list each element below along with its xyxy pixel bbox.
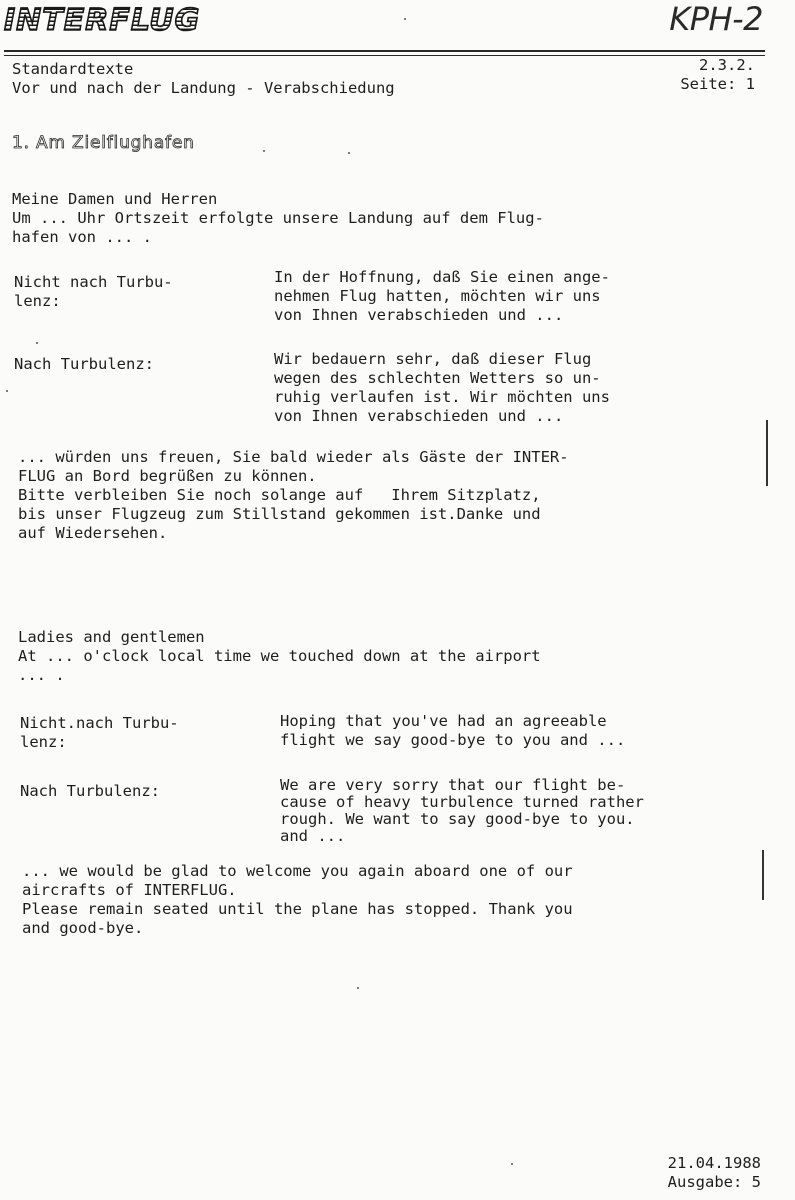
section-title: 1. Am Zielflughafen: [12, 133, 195, 153]
header-rule: [4, 50, 765, 52]
english-closing: [22, 862, 573, 938]
english-turbulence-label: Nach Turbulenz:: [20, 782, 160, 800]
german-no-turbulence-text: [274, 268, 610, 325]
footer-edition: Ausgabe: 5: [667, 1173, 761, 1191]
text-line: von Ihnen verabschieden und ...: [274, 306, 564, 324]
closing-line: bis unser Flugzeug zum Stillstand gekommen ist.Danke und: [18, 505, 541, 523]
header-meta: [680, 56, 755, 94]
label-line: Nicht nach Turbu-: [14, 273, 173, 291]
paper-speck: [357, 987, 359, 989]
footer-meta: [668, 1154, 761, 1192]
margin-mark: [766, 420, 768, 486]
label-line: Nicht.nach Turbu-: [20, 714, 179, 732]
paper-speck: [511, 1163, 513, 1165]
text-line: In der Hoffnung, daß Sie einen ange-: [274, 268, 610, 286]
handwritten-code: KPH-2: [669, 0, 763, 38]
german-intro: [12, 190, 544, 247]
english-intro-line: At ... o'clock local time we touched down at the airport: [18, 647, 541, 665]
german-intro-line: hafen von ... .: [12, 228, 152, 246]
german-turbulence-label: Nach Turbulenz:: [14, 355, 154, 373]
paper-speck: [404, 18, 406, 20]
text-line: and ...: [280, 827, 346, 845]
header-title: [12, 60, 395, 98]
german-intro-line: Meine Damen und Herren: [12, 190, 218, 208]
closing-line: auf Wiedersehen.: [18, 524, 168, 542]
paper-speck: [263, 150, 265, 152]
header-line-1: Standardtexte: [12, 60, 134, 78]
german-turbulence-text: [274, 350, 610, 426]
german-no-turbulence-label: [14, 273, 173, 311]
closing-line: aircrafts of INTERFLUG.: [22, 881, 237, 899]
paper-speck: [348, 152, 350, 154]
english-intro-line: ... .: [18, 666, 65, 684]
english-no-turbulence-text: [280, 712, 625, 750]
text-line: ruhig verlaufen ist. Wir möchten uns: [274, 388, 610, 406]
text-line: wegen des schlechten Wetters so un-: [274, 369, 601, 387]
text-line: von Ihnen verabschieden und ...: [274, 407, 564, 425]
text-line: Wir bedauern sehr, daß dieser Flug: [274, 350, 592, 368]
page-number: Seite: 1: [680, 75, 755, 93]
header-rule-thin: [4, 55, 765, 56]
german-intro-line: Um ... Uhr Ortszeit erfolgte unsere Landung auf dem Flug-: [12, 209, 544, 227]
closing-line: Bitte verbleiben Sie noch solange auf Ihrem Sitzplatz,: [18, 486, 541, 504]
label-line: lenz:: [14, 292, 61, 310]
text-line: Hoping that you've had an agreeable: [280, 712, 607, 730]
english-intro: [18, 628, 541, 685]
paper-speck: [36, 342, 38, 344]
english-intro-line: Ladies and gentlemen: [18, 628, 205, 646]
german-closing: [18, 448, 569, 543]
paper-speck: [6, 390, 8, 392]
closing-line: ... we would be glad to welcome you again aboard one of our: [22, 862, 573, 880]
closing-line: FLUG an Bord begrüßen zu können.: [18, 467, 317, 485]
text-line: We are very sorry that our flight be-: [280, 776, 626, 794]
closing-line: and good-bye.: [22, 919, 144, 937]
closing-line: Please remain seated until the plane has stopped. Thank you: [22, 900, 573, 918]
label-line: lenz:: [20, 733, 67, 751]
doc-number: 2.3.2.: [699, 56, 755, 74]
text-line: nehmen Flug hatten, möchten wir uns: [274, 287, 601, 305]
closing-line: ... würden uns freuen, Sie bald wieder als Gäste der INTER-: [18, 448, 569, 466]
english-no-turbulence-label: [20, 714, 179, 752]
text-line: flight we say good-bye to you and ...: [280, 731, 626, 749]
text-line: cause of heavy turbulence turned rather: [280, 793, 644, 811]
english-turbulence-text: [280, 777, 644, 845]
footer-date: 21.04.1988: [667, 1154, 761, 1172]
interflug-logo: INTERFLUG: [4, 3, 201, 38]
header-line-2: Vor und nach der Landung - Verabschiedung: [12, 79, 395, 97]
text-line: rough. We want to say good-bye to you.: [280, 810, 635, 828]
margin-mark: [762, 850, 764, 900]
